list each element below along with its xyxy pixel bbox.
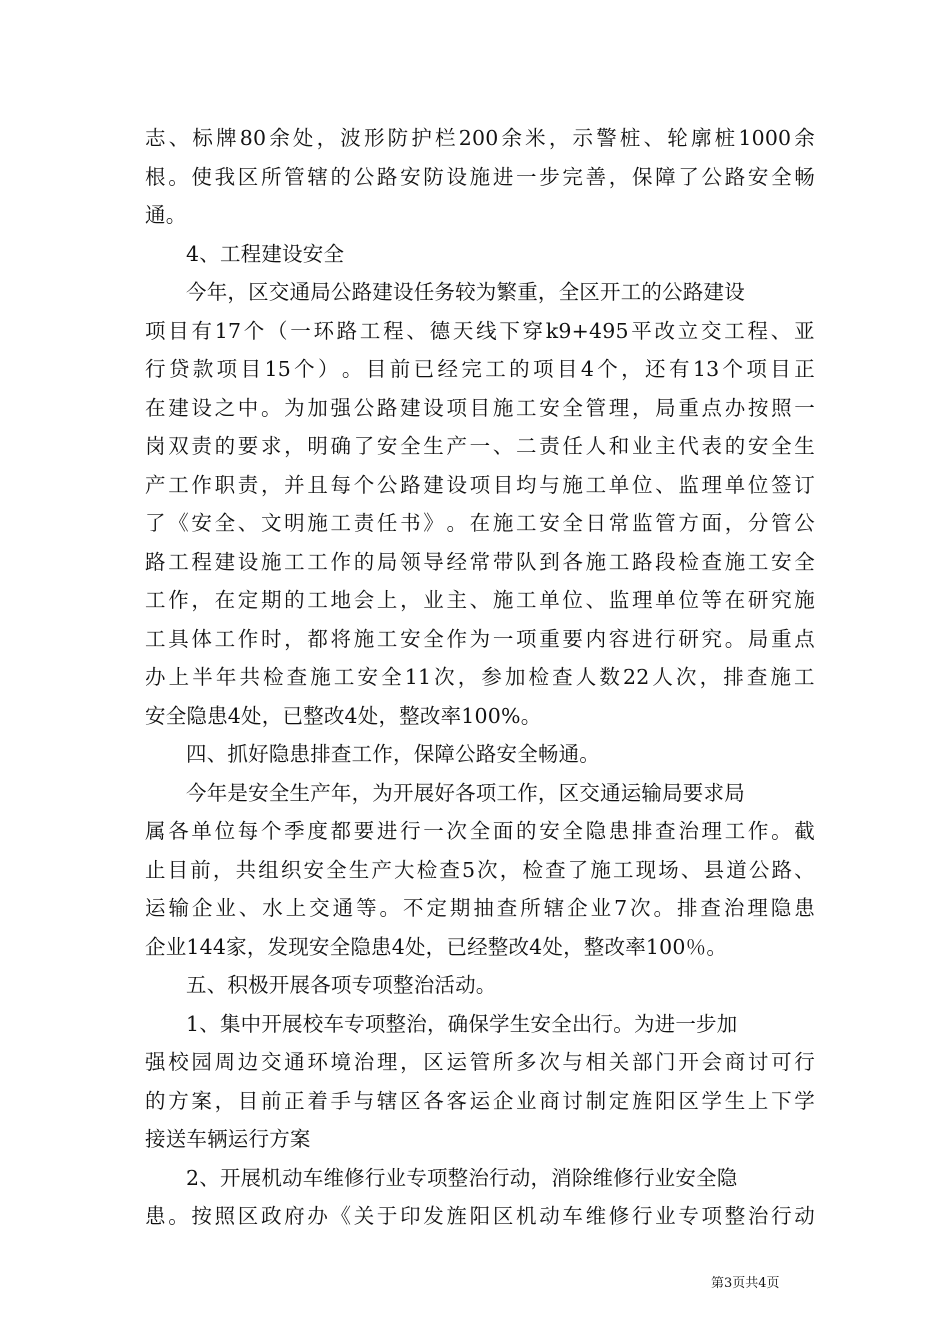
text-line: 行 贷 款 项 目 15 个 ） 。 目 前 已 经 完 工 的 项 目 4 个 ， 还 有 13 个 项 目 正 (145, 357, 815, 381)
text-line: 志 、 标 牌 80 余 处 ， 波 形 防 护 栏 200 余 米 ， 示 警 桩 、 轮 廓 桩 1000 余 (145, 126, 815, 150)
section-heading: 四、抓好隐患排查工作，保障公路安全畅通。 (186, 742, 600, 766)
section-heading: 五、积极开展各项专项整治活动。 (186, 973, 497, 997)
text-line: 工 具 体 工 作 时 ， 都 将 施 工 安 全 作 为 一 项 重 要 内 容 进 行 研 究 。 局 重 点 (145, 626, 815, 651)
paragraph-first-line: 2、开展机动车维修行业专项整治行动，消除维修行业安全隐 (186, 1165, 738, 1190)
paragraph-first-line: 1、集中开展校车专项整治，确保学生安全出行。为进一步加 (186, 1011, 738, 1036)
text-line: 企业144家，发现安全隐患4处，已经整改4处，整改率100％。 (145, 934, 728, 959)
text-line: 办 上 半 年 共 检 查 施 工 安 全 11 次 ， 参 加 检 查 人 数 22 人 次 ， 排 查 施 工 (145, 665, 815, 689)
text-line: 的 方 案 ， 目 前 正 着 手 与 辖 区 各 客 运 企 业 商 讨 制 定 旌 阳 区 学 生 上 下 学 (145, 1088, 815, 1113)
text-line: 止 目 前 ， 共 组 织 安 全 生 产 大 检 查 5 次 ， 检 查 了 施 工 现 场 、 县 道 公 路 、 (145, 857, 815, 882)
text-line: 工 作 ， 在 定 期 的 工 地 会 上 ， 业 主 、 施 工 单 位 、 监 理 单 位 等 在 研 究 施 (145, 588, 815, 612)
text-line: 患 。 按 照 区 政 府 办 《 关 于 印 发 旌 阳 区 机 动 车 维 修 行 业 专 项 整 治 行 动 (145, 1204, 815, 1228)
text-line: 产 工 作 职 责 ， 并 且 每 个 公 路 建 设 项 目 均 与 施 工 单 位 、 监 理 单 位 签 订 (145, 472, 815, 497)
text-line: 运 输 企 业 、 水 上 交 通 等 。 不 定 期 抽 查 所 辖 企 业 7 次 。 排 查 治 理 隐 患 (145, 896, 815, 920)
text-line: 强 校 园 周 边 交 通 环 境 治 理 ， 区 运 管 所 多 次 与 相 关 部 门 开 会 商 讨 可 行 (145, 1050, 815, 1074)
paragraph-first-line: 今年是安全生产年，为开展好各项工作，区交通运输局要求局 (186, 780, 745, 805)
text-line: 岗 双 责 的 要 求 ， 明 确 了 安 全 生 产 一 、 二 责 任 人 和 业 主 代 表 的 安 全 生 (145, 434, 815, 458)
paragraph-first-line: 今年，区交通局公路建设任务较为繁重，全区开工的公路建设 (186, 280, 745, 304)
text-line: 接送车辆运行方案 (145, 1127, 311, 1151)
text-line: 在 建 设 之 中 。 为 加 强 公 路 建 设 项 目 施 工 安 全 管 理 ， 局 重 点 办 按 照 一 (145, 395, 815, 420)
section-heading: 4、工程建设安全 (186, 241, 345, 266)
text-line: 根 。 使 我 区 所 管 辖 的 公 路 安 防 设 施 进 一 步 完 善 ， 保 障 了 公 路 安 全 畅 (145, 164, 815, 189)
text-line: 安全隐患4处，已整改4处，整改率100%。 (145, 703, 542, 728)
text-line: 项 目 有 17 个 （ 一 环 路 工 程 、 德 天 线 下 穿 k9+495 平 改 立 交 工 程 、 亚 (145, 318, 815, 343)
text-line: 通。 (145, 203, 187, 227)
page-number: 第3页共4页 (711, 1276, 780, 1291)
text-line: 属 各 单 位 每 个 季 度 都 要 进 行 一 次 全 面 的 安 全 隐 患 排 查 治 理 工 作 。 截 (145, 819, 815, 843)
text-line: 路 工 程 建 设 施 工 工 作 的 局 领 导 经 常 带 队 到 各 施 工 路 段 检 查 施 工 安 全 (145, 549, 815, 574)
text-line: 了 《 安 全 、 文 明 施 工 责 任 书 》 。 在 施 工 安 全 日 常 监 管 方 面 ， 分 管 公 (145, 511, 815, 535)
document-body (145, 119, 815, 1236)
